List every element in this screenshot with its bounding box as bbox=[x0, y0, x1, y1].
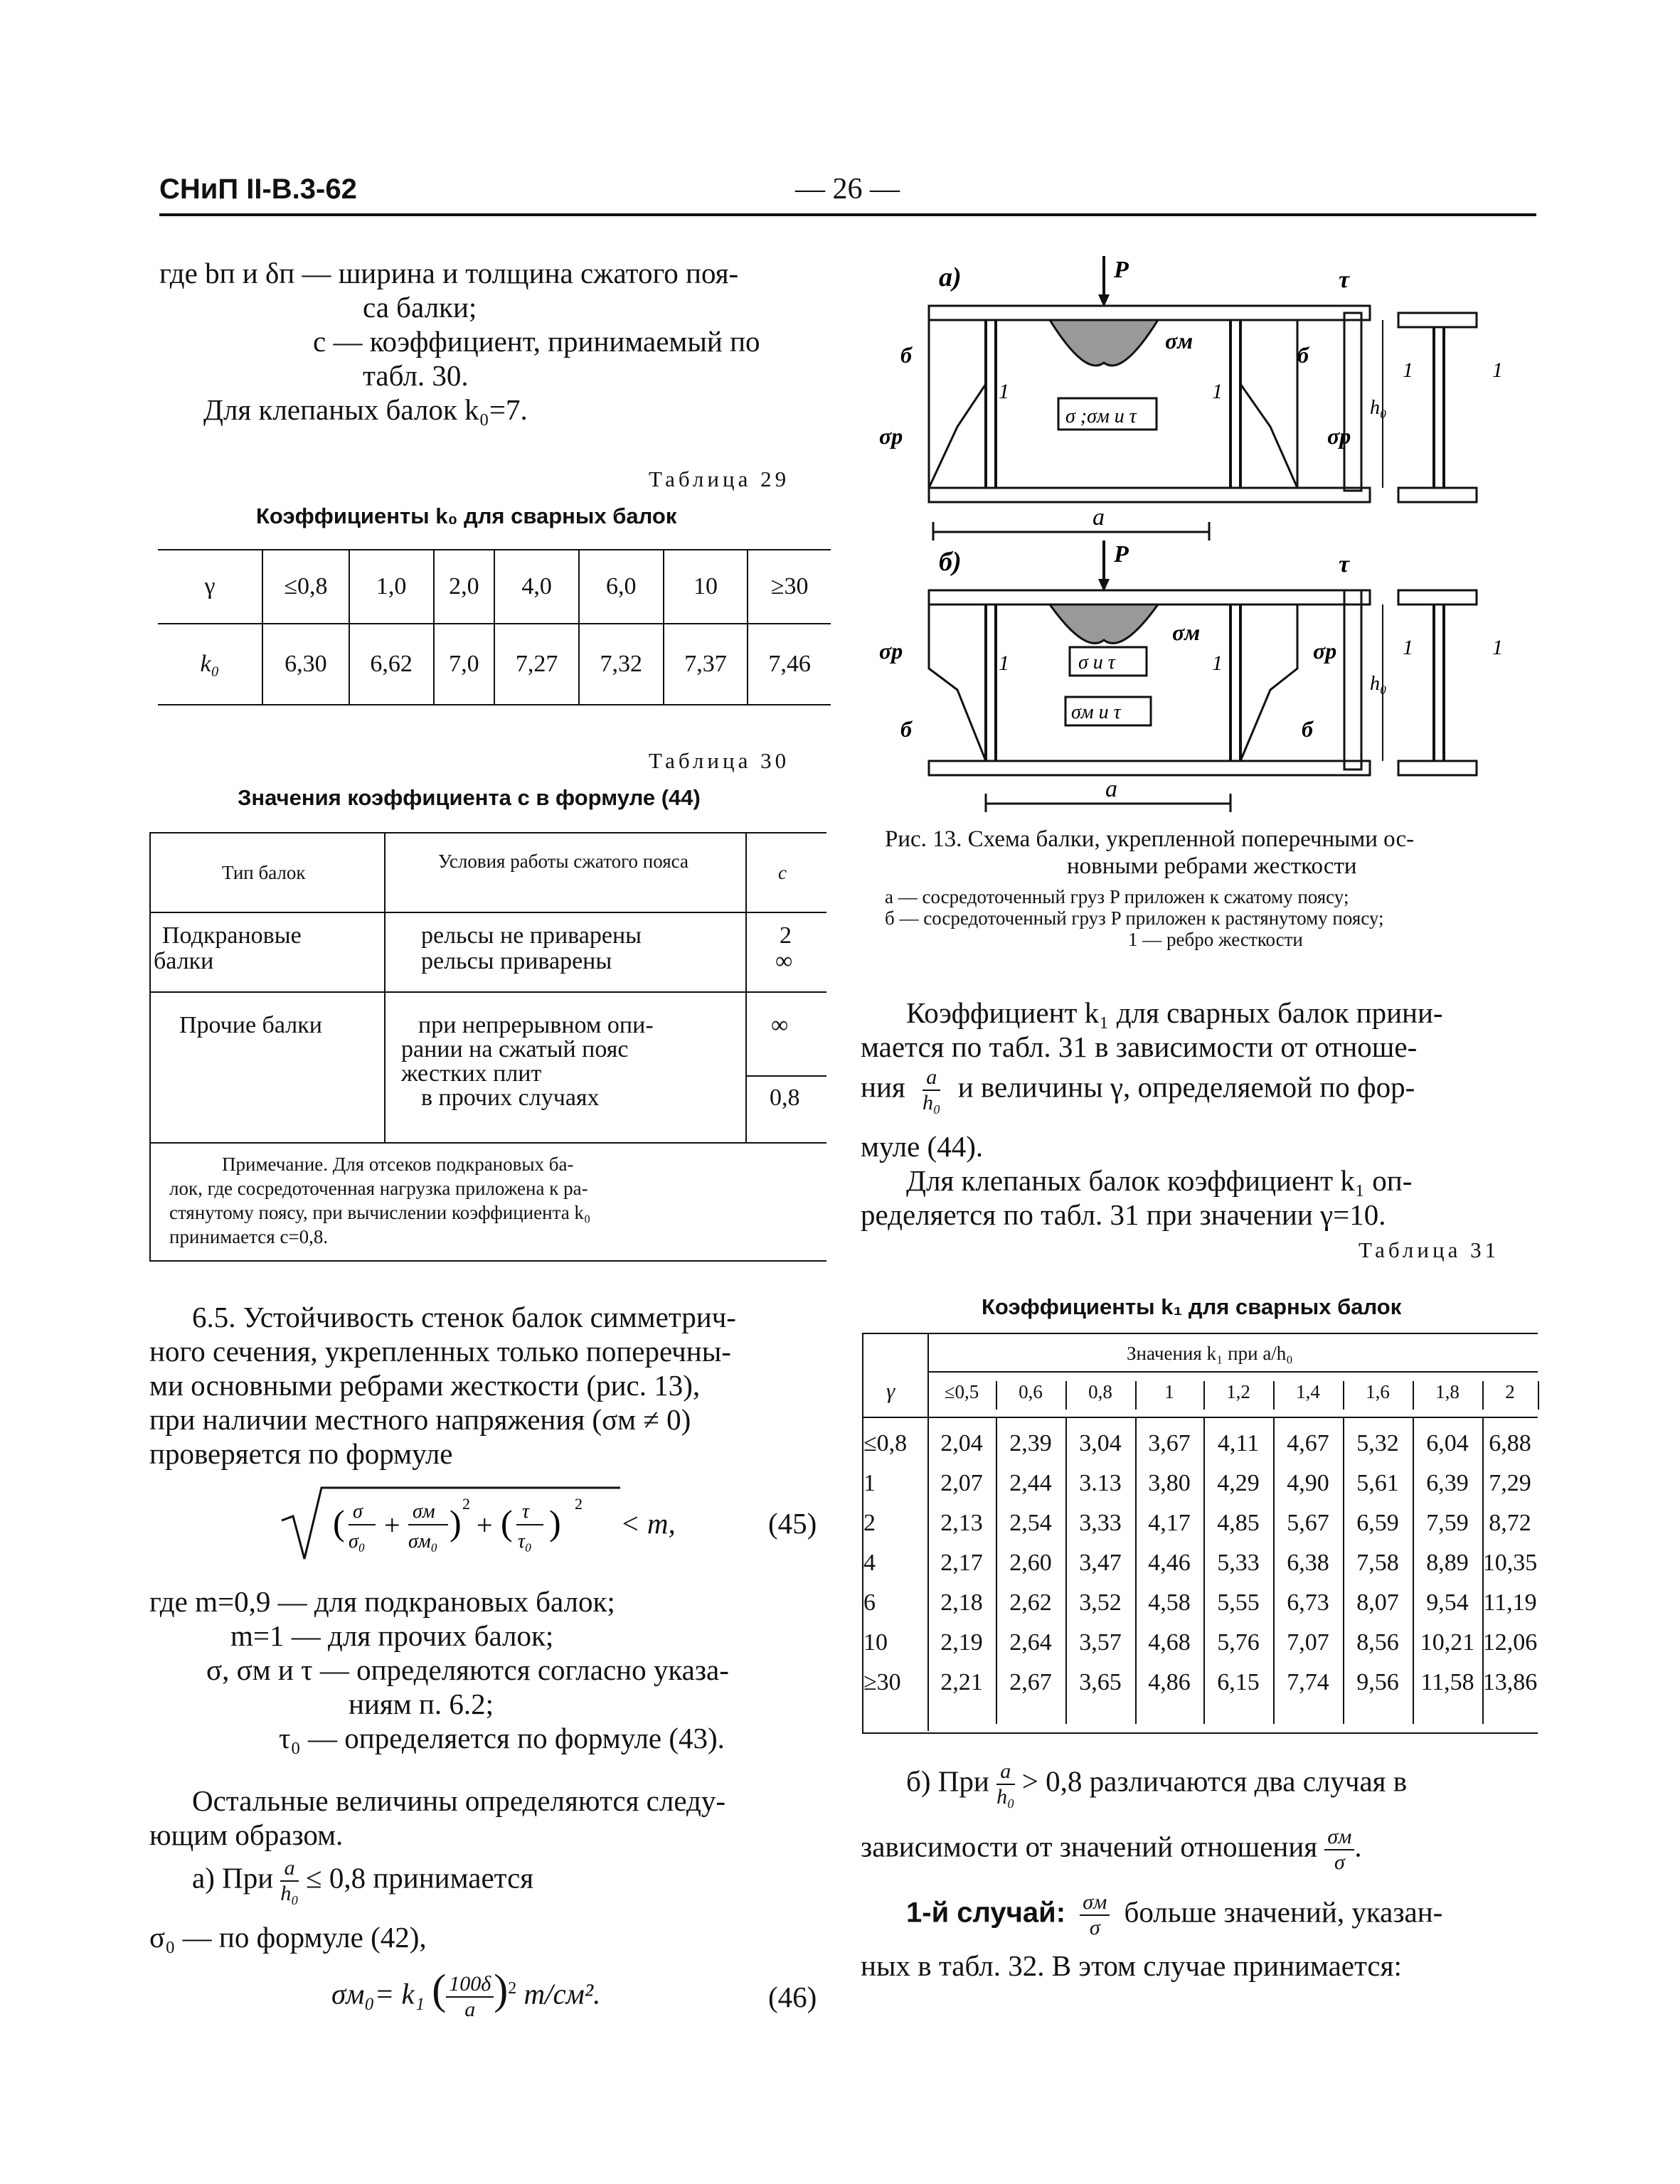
frac-num: σм bbox=[1080, 1892, 1110, 1916]
table30-r1-c-2: ∞ bbox=[775, 948, 793, 974]
svg-text:б: б bbox=[900, 342, 912, 368]
table31-cell: 4,90 bbox=[1287, 1470, 1329, 1496]
where-line-1: где m=0,9 — для подкрановых балок; bbox=[149, 1585, 615, 1618]
fig13-legend-2: б — сосредоточенный груз P приложен к растянутому поясу; bbox=[885, 907, 1384, 929]
case1-line-2: ных в табл. 32. В этом случае принимается: bbox=[861, 1949, 1402, 1982]
table31-label: Таблица 31 bbox=[1359, 1237, 1500, 1262]
table30-r1-c-1: 2 bbox=[780, 922, 792, 949]
table31-cell: 5,76 bbox=[1217, 1629, 1260, 1656]
frac-den: h₀ bbox=[996, 1785, 1015, 1809]
table29-cell: 7,32 bbox=[579, 624, 664, 705]
table30-r2-cond-4: в прочих случаях bbox=[421, 1085, 600, 1111]
rest-line-1: Остальные величины определяются следу- bbox=[192, 1784, 726, 1817]
f46-den: a bbox=[464, 1998, 476, 2022]
table31-cell: 6,59 bbox=[1356, 1510, 1399, 1536]
s65-line-1: 6.5. Устойчивость стенок балок симметрич- bbox=[192, 1301, 736, 1333]
table31-cell: 10,21 bbox=[1420, 1629, 1475, 1656]
svg-text:σм: σм bbox=[1165, 328, 1193, 353]
table29-cell: ≤0,8 bbox=[262, 550, 349, 624]
frac-den: σ bbox=[1089, 1916, 1100, 1939]
s65-line-4: при наличии местного напряжения (σм ≠ 0) bbox=[149, 1403, 691, 1436]
table31-cell: 6,39 bbox=[1426, 1470, 1469, 1496]
table31-cell: 5,32 bbox=[1356, 1430, 1399, 1456]
svg-text:): ) bbox=[450, 1503, 462, 1543]
svg-text:1: 1 bbox=[1492, 636, 1503, 659]
case1-line-1 bbox=[906, 1892, 1442, 1939]
ratio-a-h0 bbox=[996, 1761, 1014, 1808]
fig13-legend-3: 1 — ребро жесткости bbox=[1128, 929, 1303, 950]
table30-title: Значения коэффициента c в формуле (44) bbox=[238, 785, 701, 810]
table31-cell: 5,55 bbox=[1217, 1589, 1260, 1616]
svg-text:σ: σ bbox=[353, 1501, 363, 1523]
svg-text:h₀: h₀ bbox=[1370, 673, 1387, 695]
f46-paren: ( bbox=[432, 1966, 447, 2013]
table30-r1-cond-2: рельсы приварены bbox=[421, 948, 612, 974]
table31-cell: 12,06 bbox=[1482, 1629, 1538, 1656]
svg-text:а): а) bbox=[939, 262, 962, 292]
p1-line-2: мается по табл. 31 в зависимости от отноше- bbox=[861, 1030, 1418, 1063]
svg-text:): ) bbox=[549, 1503, 561, 1543]
table29-cell: 6,30 bbox=[262, 624, 349, 705]
table31-cell: 7,74 bbox=[1287, 1669, 1329, 1695]
table31-cell: 2,13 bbox=[940, 1510, 983, 1536]
table31-cell: 2,18 bbox=[940, 1589, 983, 1616]
svg-text:б: б bbox=[1297, 342, 1309, 368]
svg-text:1: 1 bbox=[1212, 380, 1223, 403]
ratio-a-h0 bbox=[280, 1858, 298, 1905]
table31-cell: 5,67 bbox=[1287, 1510, 1329, 1536]
p1-line-1: Коэффициент k₁ для сварных балок прини- bbox=[906, 996, 1443, 1029]
where-line-4: ниям п. 6.2; bbox=[349, 1688, 494, 1720]
table29-cell: k₀ bbox=[158, 624, 262, 705]
svg-text:σ₀: σ₀ bbox=[349, 1530, 366, 1552]
table31-col-header: ≤0,5 bbox=[927, 1381, 997, 1410]
table30-r1-type-2: балки bbox=[154, 948, 214, 974]
doc-code: СНиП II-В.3-62 bbox=[159, 174, 357, 205]
table29-cell: 4,0 bbox=[494, 550, 579, 624]
table31-cell: 5,61 bbox=[1356, 1470, 1399, 1496]
table31-cell: 4,68 bbox=[1148, 1629, 1191, 1656]
table30-note-3: стянутому поясу, при вычислении коэффициента k₀ bbox=[169, 1202, 591, 1223]
table31-cell: 8,72 bbox=[1489, 1510, 1531, 1536]
def-line-2: са балки; bbox=[363, 291, 477, 324]
svg-text:2: 2 bbox=[462, 1495, 470, 1513]
table31-cell: 4,46 bbox=[1148, 1550, 1191, 1576]
table31-cell: 3.13 bbox=[1079, 1470, 1122, 1496]
table31-cell: 4,29 bbox=[1217, 1470, 1260, 1496]
fig13-legend-1: а — сосредоточенный груз P приложен к сжатому поясу; bbox=[885, 886, 1349, 907]
table31-cell: 2,17 bbox=[940, 1550, 983, 1576]
svg-text:+: + bbox=[384, 1509, 400, 1541]
svg-text:1: 1 bbox=[999, 380, 1009, 403]
table30-head-cond bbox=[407, 851, 720, 872]
table31-col-header: 2 bbox=[1482, 1381, 1539, 1410]
table31-cell: 8,07 bbox=[1356, 1589, 1399, 1616]
table30-r1-type-1: Подкрановые bbox=[162, 922, 302, 949]
frac-den: h₀ bbox=[923, 1091, 941, 1114]
table31-cell: 7,29 bbox=[1489, 1470, 1531, 1496]
table31-row-gamma: 2 bbox=[863, 1510, 876, 1536]
ratio-a-h0 bbox=[923, 1067, 940, 1114]
s65-line-5: проверяется по формуле bbox=[149, 1437, 453, 1470]
table29 bbox=[158, 549, 831, 705]
table31-cell: 5,33 bbox=[1217, 1550, 1260, 1576]
table30-head-c: c bbox=[778, 862, 787, 883]
table31-cell: 11,58 bbox=[1420, 1669, 1474, 1695]
table31-cell: 13,86 bbox=[1482, 1669, 1538, 1695]
case-a bbox=[192, 1858, 533, 1905]
table29-cell: 1,0 bbox=[349, 550, 434, 624]
p1-line-4: муле (44). bbox=[861, 1130, 984, 1163]
svg-text:б): б) bbox=[939, 547, 962, 577]
table31-cell: 7,59 bbox=[1426, 1510, 1469, 1536]
svg-text:σр: σр bbox=[1327, 423, 1351, 449]
table30-r2-c-1: ∞ bbox=[771, 1012, 789, 1038]
table31-cell: 4,58 bbox=[1148, 1589, 1191, 1616]
table31-cell: 2,67 bbox=[1009, 1669, 1052, 1695]
rest-line-2: ющим образом. bbox=[149, 1818, 344, 1851]
table31-cell: 2,39 bbox=[1009, 1430, 1052, 1456]
case1-label: 1-й случай: bbox=[906, 1897, 1066, 1929]
table31-group: Значения k₁ при a/h₀ bbox=[1127, 1343, 1293, 1364]
f46-frac bbox=[446, 1973, 494, 2020]
s65-line-3: ми основными ребрами жесткости (рис. 13), bbox=[149, 1369, 701, 1402]
def-line-3: c — коэффициент, принимаемый по bbox=[313, 325, 760, 358]
table30-note-2: лок, где сосредоточенная нагрузка приложена к ра- bbox=[169, 1178, 588, 1199]
svg-text:σ и τ: σ и τ bbox=[1078, 651, 1115, 673]
svg-text:P: P bbox=[1114, 541, 1129, 568]
table31-cell: 3,52 bbox=[1079, 1589, 1122, 1616]
page-number: — 26 — bbox=[795, 173, 900, 206]
svg-text:P: P bbox=[1114, 257, 1129, 283]
table31-row-gamma: 6 bbox=[863, 1589, 876, 1616]
table31-col-header: 1,4 bbox=[1273, 1381, 1344, 1410]
formula-45-less: < m, bbox=[620, 1507, 676, 1540]
table31-cell: 6,15 bbox=[1217, 1669, 1260, 1695]
table31-cell: 2,64 bbox=[1009, 1629, 1052, 1656]
table30-head-type: Тип балок bbox=[222, 862, 306, 883]
table31-cell: 6,88 bbox=[1489, 1430, 1531, 1456]
where-line-5: τ₀ — определяется по формуле (43). bbox=[279, 1722, 725, 1754]
table30-head-cond-text: Условия работы сжатого пояса bbox=[438, 851, 689, 872]
fig13-caption-2: новными ребрами жесткости bbox=[1067, 853, 1357, 879]
svg-text:σм: σм bbox=[413, 1501, 435, 1523]
case-b-tail: > 0,8 различаются два случая в bbox=[1021, 1764, 1408, 1798]
case-b-line-1 bbox=[906, 1761, 1407, 1808]
f46-lhs: σм₀= k₁ bbox=[331, 1977, 425, 2010]
p2-line-2: ределяется по табл. 31 при значении γ=10. bbox=[861, 1198, 1386, 1231]
table29-cell: γ bbox=[158, 550, 262, 624]
table31-row-gamma: ≤0,8 bbox=[863, 1430, 908, 1456]
table31-cell: 3,33 bbox=[1079, 1510, 1122, 1536]
table29-cell: ≥30 bbox=[748, 550, 831, 624]
table31-cell: 2,21 bbox=[940, 1669, 983, 1695]
where-line-2: m=1 — для прочих балок; bbox=[230, 1619, 554, 1652]
beam-diagram bbox=[872, 256, 1541, 825]
p1-line-3 bbox=[861, 1067, 1415, 1114]
svg-text:τ₀: τ₀ bbox=[518, 1530, 532, 1552]
svg-text:σм: σм bbox=[1172, 619, 1201, 645]
table29-cell: 2,0 bbox=[434, 550, 495, 624]
case1-text: больше значений, указан- bbox=[1124, 1895, 1443, 1929]
svg-text:τ: τ bbox=[522, 1501, 530, 1523]
ratio-sm-s bbox=[1324, 1826, 1354, 1873]
table31-cell: 2,54 bbox=[1009, 1510, 1052, 1536]
table30-r2-cond-1: при непрерывном опи- bbox=[418, 1012, 654, 1038]
p1-nia: ния bbox=[861, 1070, 905, 1104]
def-line-4: табл. 30. bbox=[363, 359, 469, 392]
table31-cell: 10,35 bbox=[1482, 1550, 1538, 1576]
svg-text:a: a bbox=[1092, 504, 1105, 531]
table31-cell: 6,38 bbox=[1287, 1550, 1329, 1576]
formula-45-number: (45) bbox=[768, 1507, 817, 1540]
where-line-3: σ, σм и τ — определяются согласно указа- bbox=[206, 1653, 729, 1686]
table31-title: Коэффициенты k₁ для сварных балок bbox=[982, 1294, 1402, 1319]
table30-label: Таблица 30 bbox=[649, 748, 790, 773]
table31-cell: 9,56 bbox=[1356, 1669, 1399, 1695]
table30-note-1: Примечание. Для отсеков подкрановых ба- bbox=[222, 1154, 574, 1175]
svg-text:1: 1 bbox=[1403, 636, 1413, 659]
table31-col-header: 0,6 bbox=[996, 1381, 1067, 1410]
table31-cell: 8,89 bbox=[1426, 1550, 1469, 1576]
table31-col-header: 1,6 bbox=[1343, 1381, 1414, 1410]
table31-cell: 2,44 bbox=[1009, 1470, 1052, 1496]
formula-46-number: (46) bbox=[768, 1981, 817, 2013]
f46-num: 100δ bbox=[446, 1973, 494, 1998]
svg-text:(: ( bbox=[501, 1503, 513, 1543]
table30-r1-cond-1: рельсы не приварены bbox=[421, 922, 642, 949]
table31-col-header: 1,2 bbox=[1203, 1381, 1275, 1410]
table31-cell: 3,04 bbox=[1079, 1430, 1122, 1456]
table31-cell: 3,57 bbox=[1079, 1629, 1122, 1656]
table30-note-4: принимается c=0,8. bbox=[169, 1226, 329, 1247]
p2-line-1: Для клепаных балок коэффициент k₁ оп- bbox=[906, 1164, 1413, 1197]
ratio-sm-s bbox=[1080, 1892, 1110, 1939]
table31-cell: 7,07 bbox=[1287, 1629, 1329, 1656]
p1-rest: и величины γ, определяемой по фор- bbox=[957, 1070, 1415, 1104]
table31-cell: 2,62 bbox=[1009, 1589, 1052, 1616]
table31-cell: 4,86 bbox=[1148, 1669, 1191, 1695]
table31 bbox=[862, 1333, 1538, 1734]
svg-text:a: a bbox=[1105, 776, 1117, 802]
table30-r2-cond-3: жестких плит bbox=[401, 1060, 542, 1087]
frac-num: a bbox=[923, 1067, 940, 1091]
table29-cell: 6,0 bbox=[579, 550, 664, 624]
svg-text:h₀: h₀ bbox=[1370, 397, 1387, 419]
table31-cell: 4,11 bbox=[1217, 1430, 1260, 1456]
f46-unit: т/см². bbox=[523, 1977, 601, 2010]
table31-row-gamma: ≥30 bbox=[863, 1669, 901, 1695]
fig13-caption-1: Рис. 13. Схема балки, укрепленной поперечными ос- bbox=[885, 826, 1415, 852]
svg-text:σм и τ: σм и τ bbox=[1071, 701, 1121, 723]
svg-text:1: 1 bbox=[1403, 358, 1413, 382]
case-b-label: б) При bbox=[906, 1764, 989, 1798]
table31-cell: 3,67 bbox=[1148, 1430, 1191, 1456]
table31-row-gamma: 4 bbox=[863, 1550, 876, 1576]
table29-cell: 7,46 bbox=[748, 624, 831, 705]
table29-label: Таблица 29 bbox=[649, 467, 790, 491]
frac-num: σм bbox=[1324, 1826, 1354, 1850]
table31-cell: 4,67 bbox=[1287, 1430, 1329, 1456]
formula-46: σм₀= k₁ ( $\frac{100\delta}{a}$ )$^2$ т/см². bbox=[331, 1966, 601, 2022]
header-rule bbox=[159, 213, 1536, 216]
table30-r2-cond-2: рании на сжатый пояс bbox=[401, 1036, 629, 1062]
table31-cell: 8,56 bbox=[1356, 1629, 1399, 1656]
s65-line-2: ного сечения, укрепленных только поперечны- bbox=[149, 1335, 731, 1368]
sigma0-line: σ₀ — по формуле (42), bbox=[149, 1921, 427, 1954]
table31-cell: 7,58 bbox=[1356, 1550, 1399, 1576]
table31-cell: 2,07 bbox=[940, 1470, 983, 1496]
case-a-label: а) При bbox=[192, 1861, 274, 1895]
table31-cell: 2,04 bbox=[940, 1430, 983, 1456]
svg-text:σр: σр bbox=[879, 423, 903, 449]
frac-den: h₀ bbox=[280, 1882, 299, 1905]
table29-cell: 6,62 bbox=[349, 624, 434, 705]
table31-cell: 4,85 bbox=[1217, 1510, 1260, 1536]
svg-text:б: б bbox=[900, 716, 912, 742]
svg-text:1: 1 bbox=[1492, 358, 1503, 382]
table31-row-gamma: 1 bbox=[863, 1470, 876, 1496]
table30-r2-type: Прочие балки bbox=[179, 1012, 322, 1038]
table31-cell: 6,73 bbox=[1287, 1589, 1329, 1616]
table30 bbox=[149, 832, 826, 1262]
svg-text:σм₀: σм₀ bbox=[408, 1530, 438, 1552]
table29-title: Коэффициенты k₀ для сварных балок bbox=[256, 504, 677, 528]
diagram-b bbox=[879, 540, 1503, 812]
case-a-tail: ≤ 0,8 принимается bbox=[306, 1861, 534, 1895]
svg-text:σр: σр bbox=[879, 638, 903, 664]
table29-cell: 7,27 bbox=[494, 624, 579, 705]
table31-cell: 3,47 bbox=[1079, 1550, 1122, 1576]
table31-cell: 4,17 bbox=[1148, 1510, 1191, 1536]
svg-text:б: б bbox=[1302, 716, 1313, 742]
figure-13 bbox=[872, 256, 1541, 825]
def-line-1: где bп и δп — ширина и толщина сжатого поя- bbox=[159, 257, 739, 289]
table31-row-gamma: 10 bbox=[863, 1629, 888, 1656]
table31-gamma: γ bbox=[886, 1378, 895, 1403]
table31-cell: 6,04 bbox=[1426, 1430, 1469, 1456]
case-b-line2-text: зависимости от значений отношения bbox=[861, 1830, 1318, 1863]
svg-text:1: 1 bbox=[999, 651, 1009, 675]
frac-num: a bbox=[996, 1761, 1014, 1785]
svg-text:1: 1 bbox=[1212, 651, 1223, 675]
table29-cell: 7,37 bbox=[664, 624, 748, 705]
diagram-a bbox=[879, 256, 1503, 540]
svg-text:σр: σр bbox=[1313, 638, 1337, 664]
svg-text:σ ;σм и τ: σ ;σм и τ bbox=[1065, 405, 1137, 427]
svg-text:2: 2 bbox=[575, 1495, 583, 1513]
svg-text:τ: τ bbox=[1339, 551, 1350, 577]
table31-cell: 9,54 bbox=[1426, 1589, 1469, 1616]
table29-cell: 7,0 bbox=[434, 624, 495, 705]
table31-cell: 2,60 bbox=[1009, 1550, 1052, 1576]
table31-cell: 3,80 bbox=[1148, 1470, 1191, 1496]
def-line-5: Для клепаных балок k₀=7. bbox=[203, 393, 528, 426]
table31-col-header: 0,8 bbox=[1065, 1381, 1137, 1410]
table31-cell: 11,19 bbox=[1483, 1589, 1537, 1616]
table29-cell: 10 bbox=[664, 550, 748, 624]
table31-col-header: 1 bbox=[1135, 1381, 1205, 1410]
table31-cell: 3,65 bbox=[1079, 1669, 1122, 1695]
table31-cell: 2,19 bbox=[940, 1629, 983, 1656]
svg-text:+: + bbox=[477, 1509, 493, 1541]
frac-den: σ bbox=[1334, 1850, 1345, 1874]
svg-text:(: ( bbox=[333, 1503, 345, 1543]
table31-col-header: 1,8 bbox=[1413, 1381, 1484, 1410]
case-b-line-2: зависимости от значений отношения $\frac{\sigma м}{\sigma}$ . bbox=[861, 1825, 1362, 1874]
frac-num: a bbox=[280, 1858, 298, 1882]
table30-r2-c-2: 0,8 bbox=[770, 1085, 800, 1111]
svg-text:τ: τ bbox=[1339, 267, 1350, 293]
